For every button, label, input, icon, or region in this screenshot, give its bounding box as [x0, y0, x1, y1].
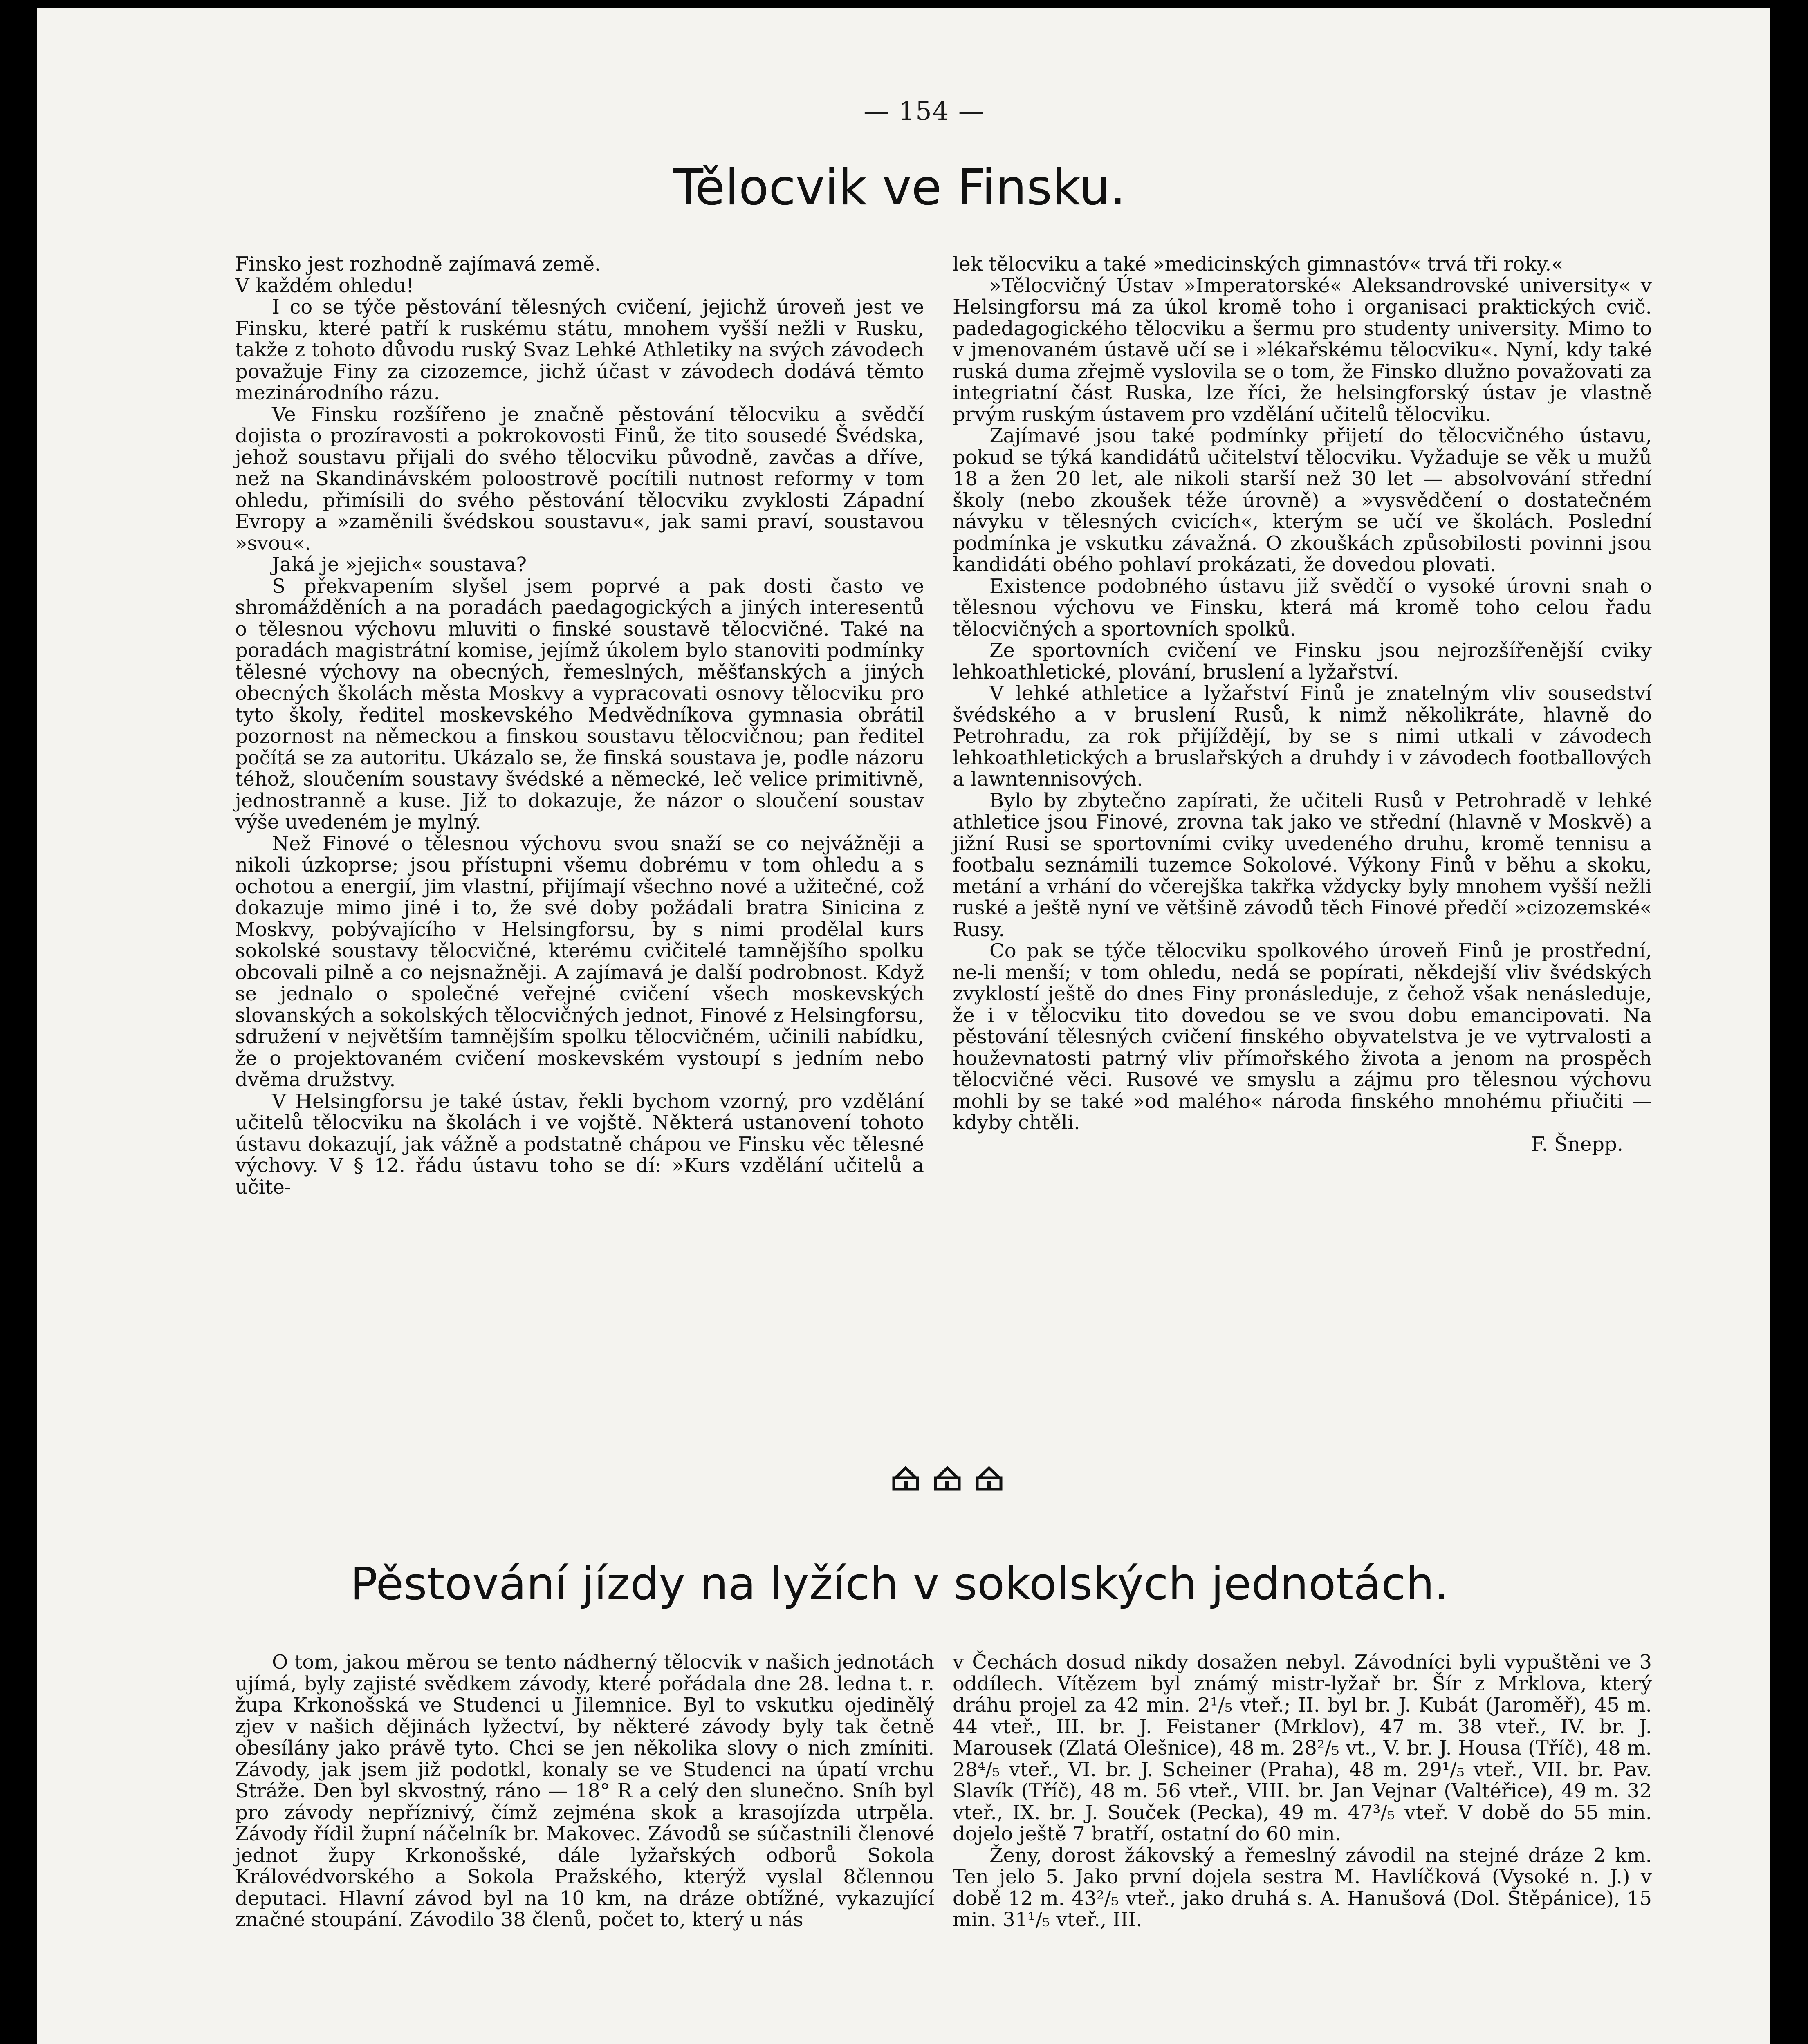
paragraph: Existence podobného ústavu již svědčí o vysoké úrovni snah o tělesnou výchovu ve Finsku, která má kromě toho celou řadu tělocvičných a sportovních spolků. [953, 574, 1652, 641]
paragraph: V lehké athletice a lyžařství Finů je znatelným vliv sousedství švédského a v bruslení Rusů, k nimž několikráte, hlavně do Petrohradu, za rok přijíždějí, by se s nimi utkali v závodech lehkoathletických a bruslařských a druhdy i v závodech footballových a lawntennisových. [953, 682, 1652, 791]
paragraph: Ze sportovních cvičení ve Finsku jsou nejrozšířenější cviky lehkoathletické, plování, bruslení a lyžařství. [953, 639, 1652, 684]
paragraph: Bylo by zbytečno zapírati, že učiteli Rusů v Petrohradě v lehké athletice jsou Finové, zrovna tak jako ve střední (hlavně v Moskvě) a jižní Rusi se sportovními cviky uvedeného druhu, kromě tennisu a footbalu seznámili tuzemce Sokolové. Výkony Finů v běhu a skoku, metání a vrhání do včerejška takřka vždycky byly mnohem vyšší nežli ruské a ještě nyní ve většině závodů těch Finové předčí »cizozemské« Rusy. [953, 789, 1652, 941]
article1-right-column [953, 253, 1652, 1155]
paragraph: Finsko jest rozhodně zajímavá země. [235, 253, 601, 276]
ornament-icon [891, 1466, 920, 1492]
article2-right-column [953, 1652, 1652, 1931]
paragraph: I co se týče pěstování tělesných cvičení, jejichž úroveň jest ve Finsku, které patří k ruskému státu, mnohem vyšší nežli v Rusku, takže z tohoto důvodu ruský Svaz Lehké Athletiky na svých závodech považuje Finy za cizozemce, jichž účast v závodech dodává těmto mezinárodního rázu. [235, 296, 924, 404]
author-signature: F. Šnepp. [1531, 1132, 1623, 1156]
paragraph: »Tělocvičný Ústav »Imperatorské« Aleksandrovské university« v Helsingforsu má za úkol kromě toho i organisaci praktických cvič. padedagogického tělocviku a šermu pro studenty university. Mimo to v jmenovaném ústavě učí se i »lékařskému tělocviku«. Nyní, kdy také ruská duma zřejmě vyslovila se o tom, že Finsko dlužno považovati za integriatní část Ruska, lze říci, že helsingforský ústav je vlastně prvým ruským ústavem pro vzdělání učitelů tělocviku. [953, 274, 1652, 426]
page-number: — 154 — [864, 96, 985, 126]
paragraph: Než Finové o tělesnou výchovu svou snaží se co nejvážněji a nikoli úzkoprse; jsou přístupni všemu dobrému v tom ohledu a s ochotou a energií, jim vlastní, přijímají všechno nové a užitečné, což dokazuje mimo jiné i to, že své doby požádali bratra Sinicina z Moskvy, pobývajícího v Helsingforsu, by s nimi prodělal kurs sokolské soustavy tělocvičné, kterému cvičitelé tamnějšího spolku obcovali pilně a co nejsnažněji. A zajímavá je další podrobnost. Když se jednalo o společné veřejné cvičení všech moskevských slovanských a sokolských tělocvičných jednot, Finové z Helsingforsu, sdružení v největším tamnějším spolku tělocvičném, učinili nabídku, že o projektovaném cvičení moskevském vystoupí s jedním nebo dvěma družstvy. [235, 832, 924, 1091]
article-title-telocvik-ve-finsku: Tělocvik ve Finsku. [673, 159, 1126, 216]
paragraph: v Čechách dosud nikdy dosažen nebyl. Závodníci byli vypuštěni ve 3 oddílech. Vítězem byl známý mistr-lyžař br. Šír z Mrklova, který dráhu projel za 42 min. 2¹/₅ vteř.; II. byl br. J. Kubát (Jaroměř), 45 m. 44 vteř., III. br. J. Feistaner (Mrklov), 47 m. 38 vteř., IV. br. J. Marousek (Zlatá Olešnice), 48 m. 28²/₅ vt., V. br. J. Housa (Tříč), 48 m. 28⁴/₅ vteř., VI. br. J. Scheiner (Praha), 48 m. 29¹/₅ vteř., VII. br. Pav. Slavík (Tříč), 48 m. 56 vteř., VIII. br. Jan Vejnar (Valtéřice), 49 m. 32 vteř., IX. br. J. Souček (Pecka), 49 m. 47³/₅ vteř. V době do 55 min. dojelo ještě 7 bratří, ostatní do 60 min. [953, 1651, 1652, 1845]
paragraph: V Helsingforsu je také ústav, řekli bychom vzorný, pro vzdělání učitelů tělocviku na školách i ve vojště. Některá ustanovení tohoto ústavu dokazují, jak vážně a podstatně chápou ve Finsku věc tělesné výchovy. V § 12. řádu ústavu toho se dí: »Kurs vzdělání učitelů a učite- [235, 1089, 924, 1199]
paragraph: O tom, jakou měrou se tento nádherný tělocvik v našich jednotách ujímá, byly zajisté svědkem závody, které pořádala dne 28. ledna t. r. župa Krkonošská ve Studenci u Jilemnice. Byl to vskutku ojedinělý zjev v našich dějinách lyžectví, by některé závody byly tak četně obesílány jako právě tyto. Chci se jen několika slovy o nich zmíniti. Závody, jak jsem již podotkl, konaly se ve Studenci na úpatí vrchu Stráže. Den byl skvostný, ráno — 18° R a celý den slunečno. Sníh byl pro závody nepříznivý, čímž zejména skok a krasojízda utrpěla. Závody řídil župní náčelník br. Makovec. Závodů se súčastnili členové jednot župy Krkonošské, dále lyžařských odborů Sokola Královédvorského a Sokola Pražského, kterýž vyslal 8člennou deputaci. Hlavní závod byl na 10 km, na dráze obtížné, vykazující značné stoupání. Závodilo 38 členů, počet to, který u nás [235, 1651, 934, 1931]
paragraph: Co pak se týče tělocviku spolkového úroveň Finů je prostřední, ne-li menší; v tom ohledu, nedá se popírati, někdejší vliv švédských zvyklostí ještě do dnes Finy pronásleduje, z čehož však nenásleduje, že i v tělocviku tito dovedou se ve svou dobu emancipovati. Na pěstování tělesných cvičení finského obyvatelstva je ve vytrvalosti a houževnatosti patrný vliv přímořského života a jenom na prospěch tělocvičné věci. Rusové ve smyslu a zájmu pro tělesnou výchovu mohli by se také »od malého« národa finského mnohému přiučiti — kdyby chtěli. [953, 939, 1652, 1134]
ornament-icon [933, 1466, 962, 1492]
article1-left-column [235, 253, 924, 1198]
paragraph: V každém ohledu! [235, 274, 414, 297]
ornament-icon [975, 1466, 1003, 1492]
paragraph: Jaká je »jejich« soustava? [272, 553, 527, 576]
paragraph: lek tělocviku a také »medicinských gimnastóv« trvá tři roky.« [953, 253, 1563, 276]
section-divider-ornaments [891, 1466, 1014, 1494]
paragraph: Zajímavé jsou také podmínky přijetí do tělocvičného ústavu, pokud se týká kandidátů učitelství tělocviku. Vyžaduje se věk u mužů 18 a žen 20 let, ale nikoli starší než 30 let — absolvování střední školy (nebo zkoušek téže úrovně) a »vysvědčení o dostatečném návyku v tělesných cvicích«, kterým se učí ve školách. Poslední podmínka je vskutku závažná. O zkouškách způsobilosti povinni jsou kandidáti obého pohlaví prokázati, že dovedou plovati. [953, 424, 1652, 576]
paragraph: Ženy, dorost žákovský a řemeslný závodil na stejné dráze 2 km. Ten jelo 5. Jako první dojela sestra M. Havlíčková (Vysoké n. J.) v době 12 m. 43²/₅ vteř., jako druhá s. A. Hanušová (Dol. Štěpánice), 15 min. 31¹/₅ vteř., III. [953, 1844, 1652, 1931]
article2-left-column [235, 1652, 934, 1931]
article-title-pestovani-jizdy-na-lyzich: Pěstování jízdy na lyžích v sokolských jednotách. [350, 1558, 1449, 1610]
paragraph: S překvapením slyšel jsem poprvé a pak dosti často ve shromážděních a na poradách paedagogických a jiných interesentů o tělesnou výchovu mluviti o finské soustavě tělocvičné. Také na poradách magistrátní komise, jejímž úkolem bylo stanoviti podmínky tělesné výchovy na obecných, řemeslných, měšťanských a jiných obecných školách města Moskvy a vypracovati osnovy tělocviku pro tyto školy, ředitel moskevského Medvědníkova gymnasia obrátil pozornost na německou a finskou soustavu tělocvičnou; pan ředitel počítá se za autoritu. Ukázalo se, že finská soustava je, podle názoru téhož, sloučením soustavy švédské a německé, leč velice primitivně, jednostranně a kuse. Již to dokazuje, že názor o sloučení soustav výše uvedeném je mylný. [235, 574, 924, 834]
paragraph: Ve Finsku rozšířeno je značně pěstování tělocviku a svědčí dojista o prozíravosti a pokrokovosti Finů, že tito sousedé Švédska, jehož soustavu přijali do svého tělocviku původně, zavčas a dříve, než na Skandinávském poloostrově pocítili nutnost reformy v tom ohledu, přimísili do svého pěstování tělocviku zvyklosti Západní Evropy a »zaměnili švédskou soustavu«, jak sami praví, soustavou »svou«. [235, 403, 924, 555]
